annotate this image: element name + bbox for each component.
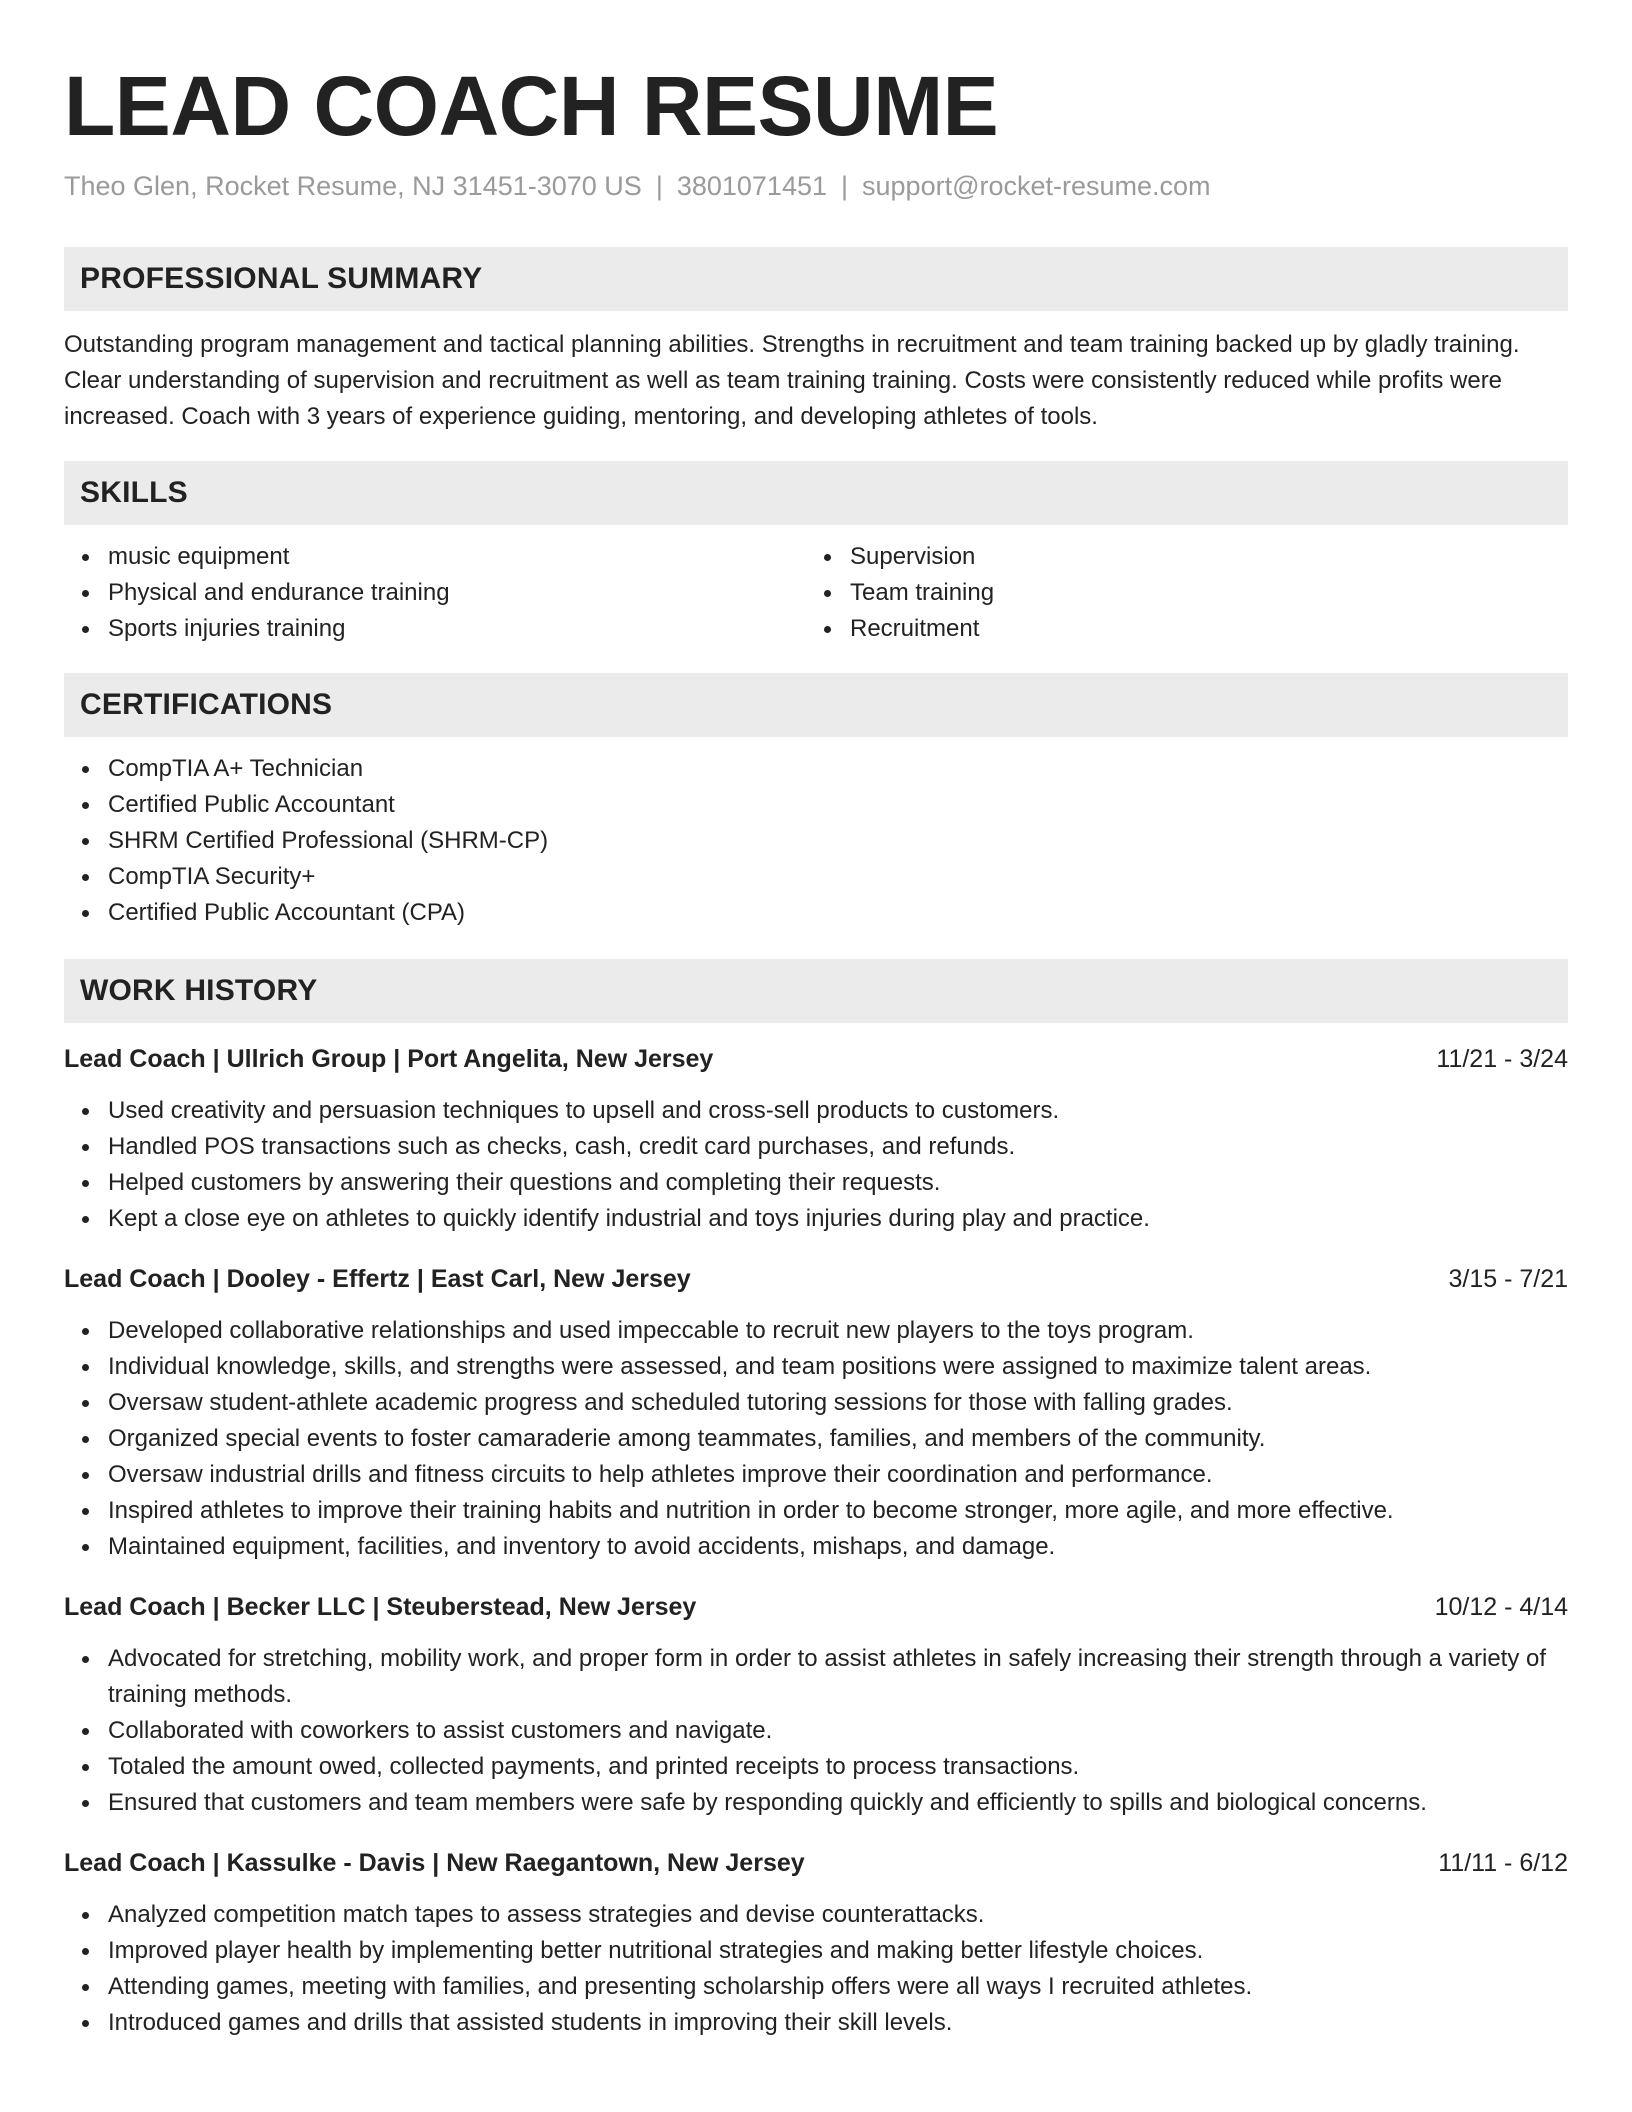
- work-history-section: [64, 959, 1568, 2041]
- job-bullet: Totaled the amount owed, collected payments, and printed receipts to process transactions.: [64, 1749, 1568, 1785]
- job-bullet: Introduced games and drills that assisted students in improving their skill levels.: [64, 2005, 1568, 2041]
- skills-list-right: [806, 539, 1548, 647]
- contact-address: Theo Glen, Rocket Resume, NJ 31451-3070 US: [64, 171, 642, 201]
- contact-email: support@rocket-resume.com: [862, 171, 1211, 201]
- certifications-list: [64, 751, 1568, 931]
- summary-section: [64, 247, 1568, 435]
- contact-line: [64, 168, 1568, 204]
- job-title: Lead Coach | Becker LLC | Steuberstead, New Jersey: [64, 1593, 697, 1621]
- skills-section: [64, 461, 1568, 647]
- contact-phone: 3801071451: [676, 171, 827, 201]
- summary-heading: PROFESSIONAL SUMMARY: [64, 247, 1568, 311]
- job-header: [64, 1261, 1568, 1297]
- certifications-section: [64, 673, 1568, 931]
- job-bullet: Individual knowledge, skills, and strengths were assessed, and team positions were assigned to maximize talent areas.: [64, 1349, 1568, 1385]
- contact-separator: |: [655, 171, 663, 201]
- job-bullet: Helped customers by answering their questions and completing their requests.: [64, 1165, 1568, 1201]
- job-bullet: Developed collaborative relationships and used impeccable to recruit new players to the toys program.: [64, 1313, 1568, 1349]
- job-dates: 3/15 - 7/21: [1448, 1265, 1568, 1293]
- certification-item: SHRM Certified Professional (SHRM-CP): [64, 823, 1568, 859]
- job-bullet: Oversaw student-athlete academic progress and scheduled tutoring sessions for those with falling grades.: [64, 1385, 1568, 1421]
- job-bullet: Maintained equipment, facilities, and inventory to avoid accidents, mishaps, and damage.: [64, 1529, 1568, 1565]
- skill-item: Physical and endurance training: [64, 575, 806, 611]
- skills-heading: SKILLS: [64, 461, 1568, 525]
- job-bullet: Handled POS transactions such as checks, cash, credit card purchases, and refunds.: [64, 1129, 1568, 1165]
- job-entry: [64, 1041, 1568, 1237]
- job-title: Lead Coach | Dooley - Effertz | East Carl, New Jersey: [64, 1265, 691, 1293]
- job-bullet: Collaborated with coworkers to assist customers and navigate.: [64, 1713, 1568, 1749]
- job-bullets: [64, 1897, 1568, 2041]
- job-bullet: Ensured that customers and team members were safe by responding quickly and efficiently to spills and biological concerns.: [64, 1785, 1568, 1821]
- certification-item: Certified Public Accountant: [64, 787, 1568, 823]
- job-header: [64, 1845, 1568, 1881]
- certification-item: CompTIA A+ Technician: [64, 751, 1568, 787]
- job-bullet: Attending games, meeting with families, and presenting scholarship offers were all ways I recruited athletes.: [64, 1969, 1568, 2005]
- skill-item: Team training: [806, 575, 1548, 611]
- work-history-heading: WORK HISTORY: [64, 959, 1568, 1023]
- job-bullet: Used creativity and persuasion techniques to upsell and cross-sell products to customers.: [64, 1093, 1568, 1129]
- skill-item: Recruitment: [806, 611, 1548, 647]
- resume-title: LEAD COACH RESUME: [64, 59, 999, 153]
- job-bullet: Improved player health by implementing better nutritional strategies and making better lifestyle choices.: [64, 1933, 1568, 1969]
- certification-item: CompTIA Security+: [64, 859, 1568, 895]
- skills-grid: [64, 539, 1568, 647]
- job-header: [64, 1589, 1568, 1625]
- summary-text: Outstanding program management and tactical planning abilities. Strengths in recruitment and team training backed up by gladly training. Clear understanding of supervision and recruitment as well as team training training. Costs were consistently reduced while profits were increased. Coach with 3 years of experience guiding, mentoring, and developing athletes of tools.: [64, 331, 1520, 430]
- job-bullets: [64, 1313, 1568, 1565]
- job-entry: [64, 1845, 1568, 2041]
- job-entry: [64, 1261, 1568, 1565]
- skill-item: music equipment: [64, 539, 806, 575]
- job-title: Lead Coach | Ullrich Group | Port Angelita, New Jersey: [64, 1045, 714, 1073]
- job-bullet: Inspired athletes to improve their training habits and nutrition in order to become stronger, more agile, and more effective.: [64, 1493, 1568, 1529]
- job-header: [64, 1041, 1568, 1077]
- job-entry: [64, 1589, 1568, 1821]
- job-title: Lead Coach | Kassulke - Davis | New Raegantown, New Jersey: [64, 1849, 805, 1877]
- contact-separator: |: [841, 171, 849, 201]
- certification-item: Certified Public Accountant (CPA): [64, 895, 1568, 931]
- job-bullet: Analyzed competition match tapes to assess strategies and devise counterattacks.: [64, 1897, 1568, 1933]
- certifications-heading: CERTIFICATIONS: [64, 673, 1568, 737]
- job-dates: 10/12 - 4/14: [1434, 1593, 1568, 1621]
- resume-page: [64, 58, 1568, 2041]
- job-bullets: [64, 1093, 1568, 1237]
- skill-item: Sports injuries training: [64, 611, 806, 647]
- job-bullet: Kept a close eye on athletes to quickly identify industrial and toys injuries during play and practice.: [64, 1201, 1568, 1237]
- job-bullet: Advocated for stretching, mobility work, and proper form in order to assist athletes in safely increasing their strength through a variety of training methods.: [64, 1641, 1568, 1713]
- job-bullet: Oversaw industrial drills and fitness circuits to help athletes improve their coordination and performance.: [64, 1457, 1568, 1493]
- job-dates: 11/11 - 6/12: [1438, 1849, 1568, 1877]
- skills-list-left: [64, 539, 806, 647]
- job-bullet: Organized special events to foster camaraderie among teammates, families, and members of the community.: [64, 1421, 1568, 1457]
- skill-item: Supervision: [806, 539, 1548, 575]
- job-dates: 11/21 - 3/24: [1436, 1045, 1568, 1073]
- job-bullets: [64, 1641, 1568, 1821]
